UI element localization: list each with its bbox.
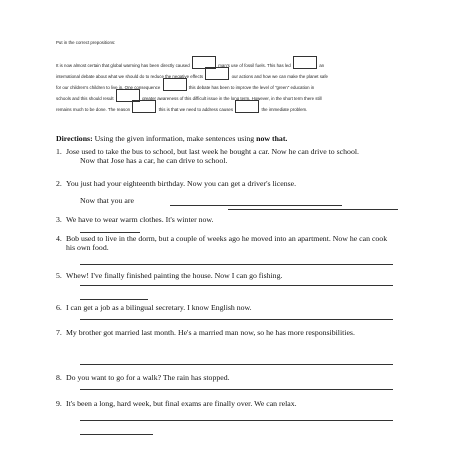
answer-line[interactable] — [228, 209, 398, 210]
exercise-item-4: 4. Bob used to live in the dorm, but a couple of weeks ago he moved into an apartment. Now he can cook his own food. — [56, 234, 388, 252]
exercise-item-8: 8. Do you want to go for a walk? The rain has stopped. — [56, 373, 230, 382]
answer-line[interactable] — [80, 232, 140, 233]
prepositions-title: Put in the correct prepositions: — [56, 40, 116, 45]
prepositions-line: international debate about what we should do to reduce the negative effects our actions and how we can make the planet safe — [56, 67, 396, 80]
exercise-item-2: 2. You just had your eighteenth birthday. Now you can get a driver's license. — [56, 179, 297, 188]
blank-box[interactable] — [235, 100, 259, 113]
answer-line[interactable] — [80, 364, 393, 365]
answer-line[interactable] — [80, 285, 393, 286]
answer-line[interactable] — [80, 264, 393, 265]
exercise-item-1: 1. Jose used to take the bus to school, but last week he bought a car. Now he can drive to school. Now that Jose has a car, he can drive to school. — [66, 147, 396, 165]
exercise-item-9: 9. It's been a long, hard week, but final exams are finally over. We can relax. — [56, 399, 297, 408]
prepositions-line: for our children's children to live in. One consequence this debate has been to improve the level of "green" education in — [56, 78, 396, 91]
prepositions-line: It is now almost certain that global warming has been directly caused man's use of fossil fuels. This has led an — [56, 56, 396, 69]
exercise-item-3: 3. We have to wear warm clothes. It's winter now. — [56, 215, 214, 224]
blank-box[interactable] — [132, 100, 156, 113]
exercise-item-5: 5. Whew! I've finally finished painting the house. Now I can go fishing. — [56, 271, 283, 280]
answer-line[interactable] — [80, 389, 393, 390]
exercise-item-6: 6. I can get a job as a bilingual secretary. I know English now. — [56, 303, 252, 312]
answer-starter: Now that you are — [80, 196, 134, 205]
answer-line[interactable] — [170, 205, 342, 206]
directions: Directions: Using the given information, make sentences using now that. — [56, 134, 288, 143]
example-answer: Now that Jose has a car, he can drive to school. — [80, 156, 228, 165]
answer-line[interactable] — [80, 434, 153, 435]
prepositions-line: schools and this should result greater awareness of this difficult issue in the long term. However, in the short term there still — [56, 89, 396, 102]
answer-line[interactable] — [80, 319, 393, 320]
answer-line[interactable] — [80, 299, 148, 300]
prepositions-line: remains much to be done. The reason this is that we need to address causes the immediate problem. — [56, 100, 396, 113]
answer-line[interactable] — [80, 420, 393, 421]
exercise-item-7: 7. My brother got married last month. He's a married man now, so he has more responsibilities. — [56, 328, 355, 337]
